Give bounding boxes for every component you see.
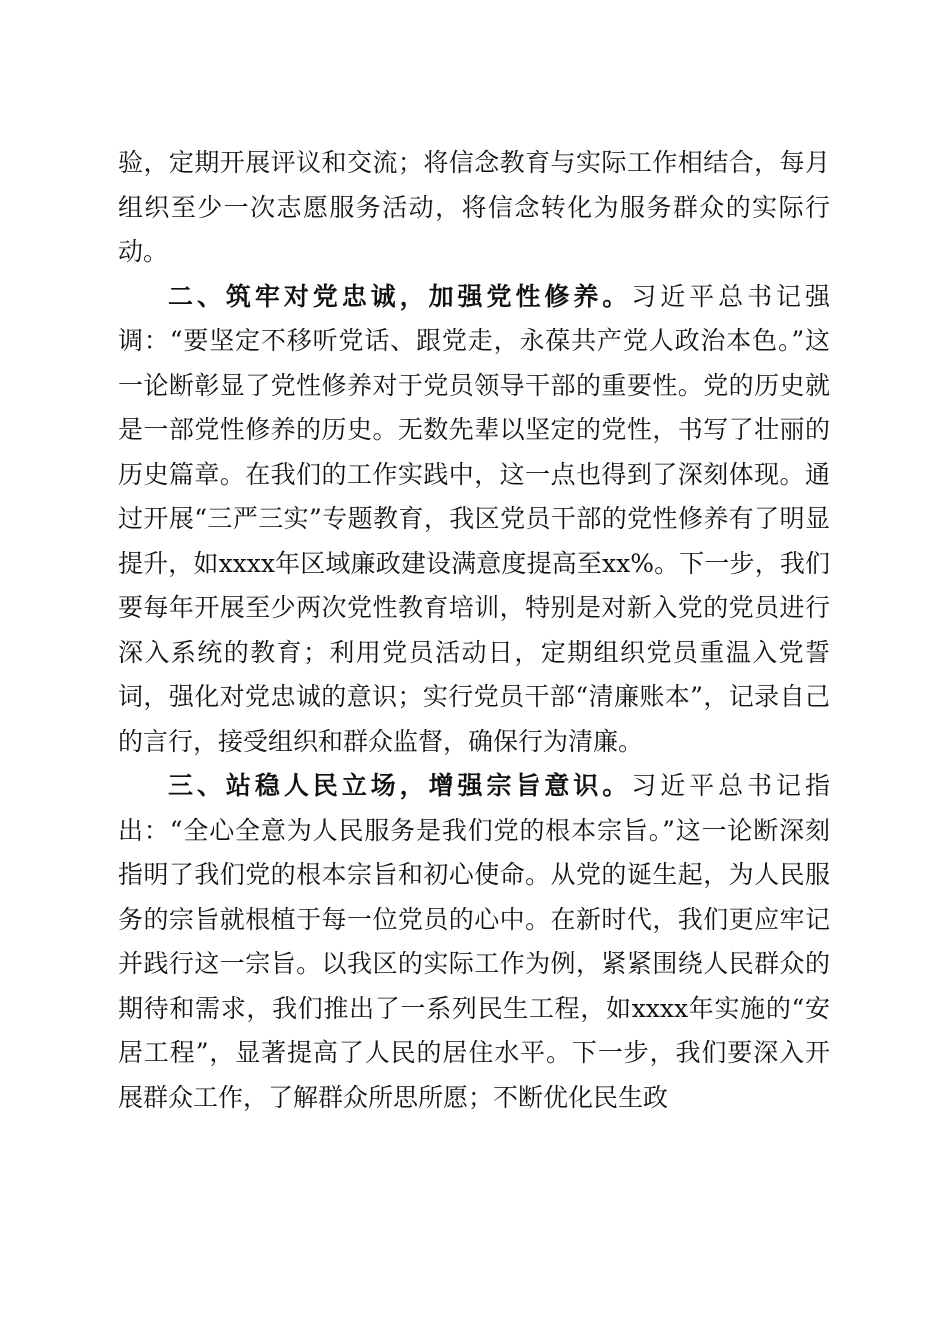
section-heading: 三、站稳人民立场，增强宗旨意识。 [168, 771, 632, 800]
paragraph-text: 验，定期开展评议和交流；将信念教育与实际工作相结合，每月组织至少一次志愿服务活动，将信念转化为服务群众的实际行动。 [118, 148, 830, 266]
document-body [118, 141, 830, 1120]
paragraph-section-three [118, 764, 830, 1120]
section-heading: 二、筑牢对党忠诚，加强党性修养。 [168, 281, 632, 311]
paragraph-text: 习近平总书记指出：“全心全意为人民服务是我们党的根本宗旨。”这一论断深刻指明了我们党的根本宗旨和初心使命。从党的诞生起，为人民服务的宗旨就根植于每一位党员的心中。在新时代，我们更应牢记并践行这一宗旨。以我区的实际工作为例，紧紧围绕人民群众的期待和需求，我们推出了一系列民生工程，如xxxx年实施的“安居工程”，显著提高了人民的居住水平。下一步，我们要深入开展群众工作，了解群众所思所愿；不断优化民生政 [118, 771, 830, 1112]
paragraph-continuation [118, 141, 830, 275]
paragraph-section-two [118, 275, 830, 765]
paragraph-text: 习近平总书记强调：“要坚定不移听党话、跟党走，永葆共产党人政治本色。”这一论断彰显了党性修养对于党员领导干部的重要性。党的历史就是一部党性修养的历史。无数先辈以坚定的党性，书写了壮丽的历史篇章。在我们的工作实践中，这一点也得到了深刻体现。通过开展“三严三实”专题教育，我区党员干部的党性修养有了明显提升，如xxxx年区域廉政建设满意度提高至xx%。下一步，我们要每年开展至少两次党性教育培训，特别是对新入党的党员进行深入系统的教育；利用党员活动日，定期组织党员重温入党誓词，强化对党忠诚的意识；实行党员干部“清廉账本”，记录自己的言行，接受组织和群众监督，确保行为清廉。 [118, 281, 830, 756]
